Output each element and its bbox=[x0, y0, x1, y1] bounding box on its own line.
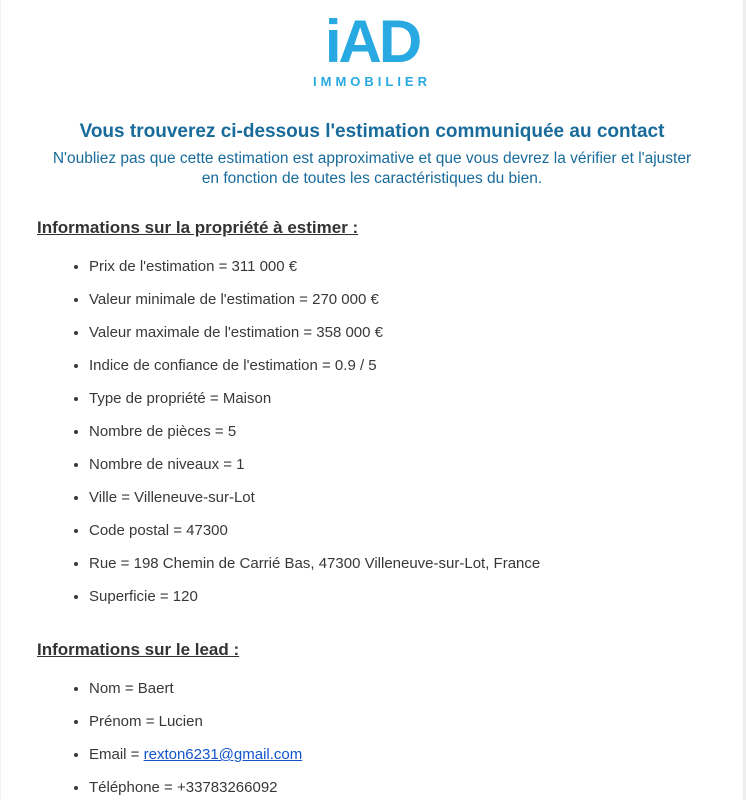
iad-logo-text: iAD bbox=[324, 8, 420, 75]
list-item: • Ville = Villeneuve-sur-Lot bbox=[89, 489, 743, 507]
email-label: Email = bbox=[89, 746, 144, 763]
disclaimer-line-1: N'oubliez pas que cette estimation est approximative et que vous devrez la vérifier et l'ajuster bbox=[52, 150, 692, 167]
disclaimer-line-2: en fonction de toutes les caractéristiques du bien. bbox=[201, 170, 543, 187]
email-link[interactable]: rexton6231@gmail.com bbox=[143, 746, 303, 763]
list-item: • Rue = 198 Chemin de Carrié Bas, 47300 Villeneuve-sur-Lot, France bbox=[89, 555, 743, 573]
iad-logo bbox=[1, 8, 743, 89]
list-item: • Valeur minimale de l'estimation = 270 000 € bbox=[89, 291, 743, 309]
list-item: • Nombre de niveaux = 1 bbox=[89, 456, 743, 474]
list-item: • Superficie = 120 bbox=[89, 588, 743, 606]
list-item bbox=[89, 746, 743, 764]
page-title: Vous trouverez ci-dessous l'estimation communiquée au contact bbox=[79, 121, 665, 142]
property-info-list bbox=[37, 258, 743, 606]
list-item: • Prénom = Lucien bbox=[89, 713, 743, 731]
list-item: • Téléphone = +33783266092 bbox=[89, 779, 743, 797]
list-item: • Valeur maximale de l'estimation = 358 000 € bbox=[89, 324, 743, 342]
disclaimer-text bbox=[1, 149, 743, 189]
list-item: • Nom = Baert bbox=[89, 680, 743, 698]
lead-info-list bbox=[37, 680, 743, 797]
iad-logo-subtext: IMMOBILIER bbox=[313, 74, 431, 89]
list-item: • Code postal = 47300 bbox=[89, 522, 743, 540]
list-item: • Prix de l'estimation = 311 000 € bbox=[89, 258, 743, 276]
list-item: • Type de propriété = Maison bbox=[89, 390, 743, 408]
lead-section-heading: Informations sur le lead : bbox=[37, 640, 240, 659]
property-section-heading: Informations sur la propriété à estimer : bbox=[37, 218, 359, 237]
list-item: • Indice de confiance de l'estimation = 0.9 / 5 bbox=[89, 357, 743, 375]
list-item: • Nombre de pièces = 5 bbox=[89, 423, 743, 441]
